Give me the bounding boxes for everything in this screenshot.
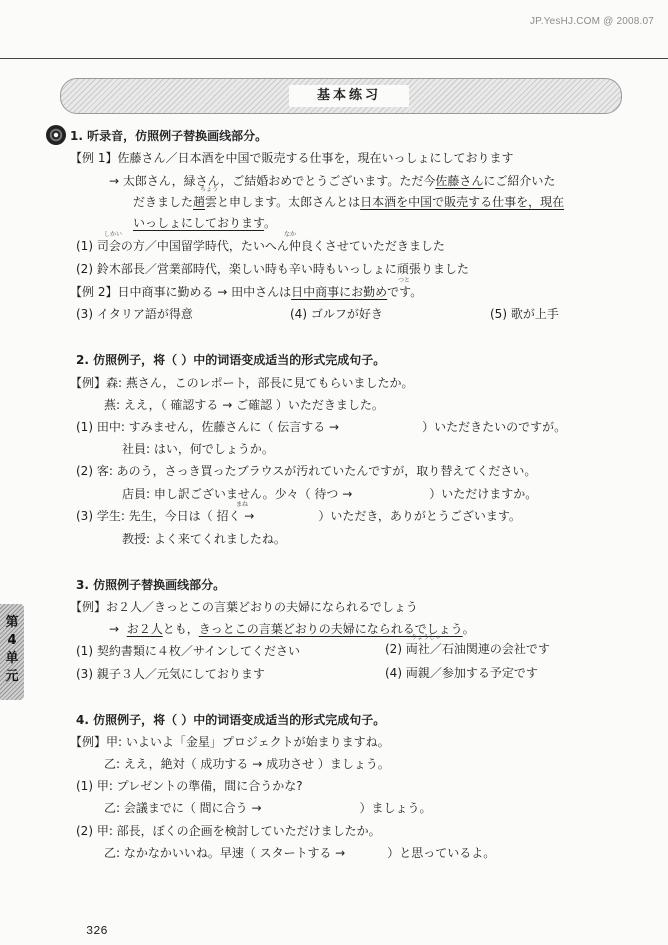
s1-item-4: [290, 306, 383, 322]
s4-ex-line1-text: 甲: いよいよ「金星」プロジェクトが始まりますね。: [106, 735, 390, 749]
s2-ruby-maneku: まね: [236, 501, 249, 508]
s4-q1-line2: [104, 800, 432, 816]
s4-q2-line2: [104, 845, 495, 861]
section2-title: 2. 仿照例子，将（ ）中的词语变成适当的形式完成句子。: [76, 353, 386, 367]
s1-ex1-line: [70, 150, 513, 166]
s3-item-4-text: 両親／参加する予定です: [405, 666, 538, 680]
s1-ruby-zhao: ちょう: [200, 186, 219, 193]
s1-ex2-line: [70, 284, 422, 300]
s3-item-1: [76, 643, 300, 659]
section1-title: 1. 听录音，仿照例子替换画线部分。: [70, 129, 268, 143]
s1-ex1-ans1-a: → 太郎さん，緑さん，ご結婚おめでとうございます。ただ今: [109, 174, 436, 188]
s2-q2-line1: (2) 客: あのう，さっき買ったブラウスが汚れていたんですが，取り替えてください。: [76, 464, 537, 478]
s2-q2-line2-a: 店員: 申し訳ございません。少々（ 待つ →: [122, 487, 353, 501]
s1-ex1-ans2-underlined2: 日本酒を中国で販売する仕事を，現在: [360, 195, 565, 209]
s1-ex1-answer-line2: [133, 194, 564, 210]
s4-q2-line1: (2) 甲: 部長，ぼくの企画を検討していただけましたか。: [76, 824, 381, 838]
s1-item-5: [490, 306, 559, 322]
s3-ex-tag: 【例】: [70, 600, 107, 614]
s1-item-3: [76, 306, 193, 322]
s1-item-4-text: ゴルフが好き: [310, 307, 383, 321]
s2-ex-tag: 【例】: [70, 376, 107, 390]
s1-item-1-text-b: 良くさせていただきました: [300, 239, 445, 253]
s1-ex1-tag: 【例 1】: [70, 151, 118, 165]
s3-ex-underlined1: お２人: [126, 622, 163, 636]
cd-audio-icon[interactable]: [46, 125, 66, 145]
s2-q3-line1-a: (3) 学生: 先生，今日は（ 招く →: [76, 509, 255, 523]
s4-q2-line2-a: 乙: なかなかいいね。早速（ スタートする →: [104, 846, 346, 860]
s3-ruby-ryousha: りょうしゃ: [411, 634, 442, 641]
s2-ex-line2: 燕: ええ，（ 確認する → ご確認 ）いただきました。: [104, 398, 384, 412]
s3-item-2-text: 両社／石油関連の会社です: [405, 642, 550, 656]
s3-item-3: [76, 666, 265, 682]
s2-q1-line1: [76, 419, 566, 435]
s1-item-3-text: イタリア語が得意: [96, 307, 193, 321]
s1-item-1: [76, 238, 445, 254]
s2-q2-line2-b: ）いただけますか。: [429, 487, 538, 501]
s1-item-3-num: (3): [76, 307, 93, 321]
s1-item-5-text: 歌が上手: [510, 307, 559, 321]
s1-ex2-underlined: 日中商事にお勤め: [291, 285, 388, 299]
s2-ex-line1: [70, 375, 414, 391]
s3-ex-mid: とも，: [162, 622, 199, 636]
banner-title: 基本练习: [289, 85, 409, 107]
s4-ex-tag: 【例】: [70, 735, 107, 749]
s1-item-2-text: 鈴木部長／営業部時代，楽しい時も辛い時もいっしょに頑張りました: [96, 262, 469, 276]
s3-ex-end: 。: [462, 622, 475, 636]
s1-ex1-answer-line1: [109, 173, 555, 189]
section-banner: [60, 78, 622, 114]
s1-item-1-text-a: 司会の方／中国留学時代，たいへん: [96, 239, 289, 253]
s1-ex1-ans1-underlined: 佐藤さん: [435, 174, 484, 188]
s1-ex1-ans3-underlined: いっしょにしております: [133, 216, 265, 230]
s3-item-2: [385, 641, 550, 657]
s1-ex2-tail: です。: [387, 285, 423, 299]
page-number: 326: [86, 924, 108, 938]
s3-item-4-num: (4): [385, 666, 402, 680]
unit-side-tab-label: 第4单元: [5, 615, 19, 684]
s2-q1-line2: 社員: はい，何でしょうか。: [122, 442, 274, 456]
s1-item-4-num: (4): [290, 307, 307, 321]
s4-q1-line2-b: ）ましょう。: [359, 801, 432, 815]
s1-ruby-tsuto: つと: [398, 277, 411, 284]
s3-item-4: [385, 665, 538, 681]
s3-ex-arrow: →: [109, 622, 120, 636]
s1-item-5-num: (5): [490, 307, 507, 321]
s4-q1-line1: (1) 甲: プレゼントの準備，間に合うかな?: [76, 779, 303, 793]
s3-ex-underlined2: きっとこの言葉どおりの夫婦になられるでしょう: [198, 622, 463, 636]
section4-title: 4. 仿照例子，将（ ）中的词语变成适当的形式完成句子。: [76, 713, 386, 727]
s1-ex1-ans2-underlined: 趙: [193, 195, 206, 209]
s3-item-3-num: (3): [76, 667, 93, 681]
s4-ex-line1: [70, 734, 390, 750]
s1-ex1-answer-line3: [133, 215, 276, 231]
s1-ex1-ans2-a: だきました: [133, 195, 194, 209]
watermark: JP.YesHJ.COM @ 2008.07: [529, 16, 654, 27]
s1-ruby-shikai: しかい: [104, 231, 123, 238]
unit-side-tab: [0, 604, 24, 700]
s3-item-1-num: (1): [76, 644, 93, 658]
s2-q1-line1-a: (1) 田中: すみません，佐藤さんに（ 伝言する →: [76, 420, 340, 434]
s4-q2-line2-b: ）と思っているよ。: [387, 846, 496, 860]
s1-ex2-stem: 日中商事に勤める → 田中さんは: [117, 285, 292, 299]
s1-ex1-ans1-b: にご紹介いた: [483, 174, 556, 188]
s2-ex-line1-text: 森: 燕さん，このレポート，部長に見てもらいましたか。: [106, 376, 414, 390]
s3-item-1-text: 契約書類に４枚／サインしてください: [96, 644, 300, 658]
s2-q2-line2: [122, 486, 537, 502]
s2-q3-line1: [76, 508, 521, 524]
s3-item-3-text: 親子３人／元気にしております: [96, 667, 265, 681]
s1-item-1-ruby-target: 仲: [288, 239, 301, 253]
s4-q1-line2-a: 乙: 会議までに（ 間に合う →: [104, 801, 262, 815]
s2-q3-line1-b: ）いただき，ありがとうございます。: [318, 509, 521, 523]
s1-ex1-stem: 佐藤さん／日本酒を中国で販売する仕事を，現在いっしょにしております: [117, 151, 514, 165]
s1-ex2-tag: 【例 2】: [70, 285, 118, 299]
s1-ruby-naka: なか: [284, 231, 297, 238]
s3-item-2-num: (2): [385, 642, 402, 656]
s1-item-2-num: (2): [76, 262, 93, 276]
s1-item-1-num: (1): [76, 239, 93, 253]
s3-ex-stem: お２人／きっとこの言葉どおりの夫婦になられるでしょう: [106, 600, 418, 614]
s4-ex-line2: 乙: ええ，絶対（ 成功する → 成功させ ）ましょう。: [104, 757, 390, 771]
section3-title: 3. 仿照例子替换画线部分。: [76, 578, 226, 592]
header-rule: [0, 58, 668, 59]
s1-ex1-ans2-b: 雲と申します。太郎さんとは: [205, 195, 361, 209]
s1-ex1-ans3-b: 。: [264, 216, 277, 230]
s3-ex-line1: [70, 599, 418, 615]
s2-q3-line2: 教授: よく来てくれましたね。: [122, 532, 286, 546]
s2-q1-line1-b: ）いただきたいのですが。: [422, 420, 567, 434]
